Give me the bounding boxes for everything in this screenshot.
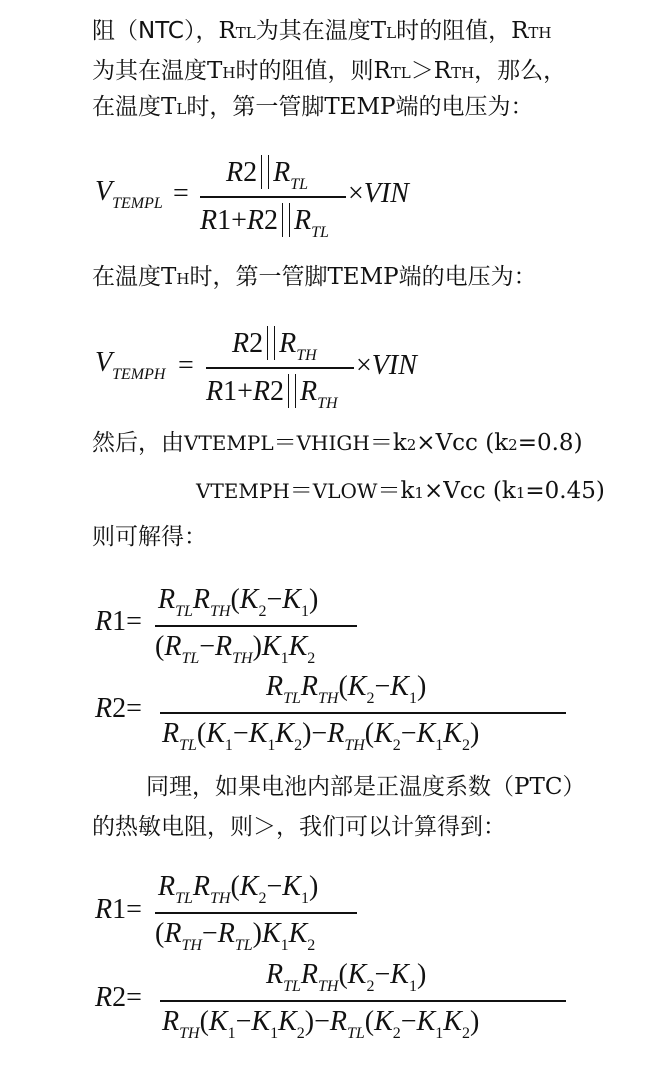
eq-times: ×VIN (356, 350, 417, 381)
fraction-bar (200, 196, 346, 198)
solve-line: 则可解得： (92, 524, 207, 550)
text: ＝ (273, 430, 297, 456)
fraction-bar (160, 712, 566, 714)
subscript: L (176, 100, 187, 118)
text: VTEMPL (184, 431, 274, 455)
text: ＝k (377, 478, 415, 504)
text: ＞R (410, 58, 452, 84)
eq-denominator: $(R_{TH}-R_{TL})K_1K_2$ (155, 918, 316, 954)
subscript: TH (451, 64, 475, 82)
intro-line-1 (92, 16, 552, 48)
eq-lhs: $V_{TEMPL}$ (95, 176, 163, 212)
subscript: TL (390, 64, 411, 82)
eq-denominator: $R_{TH}(K_1-K_1K_2)-R_{TL}(K_2-K_1K_2)$ (162, 1006, 480, 1042)
text: VHIGH (296, 431, 370, 455)
eq-denominator: $(R_{TL}-R_{TH})K_1K_2$ (155, 631, 316, 667)
text: =0.8) (517, 430, 583, 456)
fraction-bar (206, 367, 354, 369)
text: 然后，由 (92, 430, 184, 456)
eq-denominator: $R_{TL}(K_1-K_1K_2)-R_{TH}(K_2-K_1K_2)$ (162, 718, 480, 754)
text: 时的阻值，R (396, 18, 529, 44)
text: ×Vcc (k (416, 430, 509, 456)
ptc-line-2: 的热敏电阻，则＞，我们可以计算得到： (92, 814, 506, 840)
subscript: 1 (515, 484, 526, 502)
text: 为其在温度T (92, 58, 223, 84)
eq-numerator: R2 $R_{TH}$ (232, 328, 317, 364)
fraction-bar (155, 912, 357, 914)
text: =0.45) (525, 478, 605, 504)
text: 在温度T (92, 264, 177, 290)
text: ＝k (369, 430, 407, 456)
eq-numerator: $R_{TL}R_{TH}(K_2-K_1)$ (158, 584, 319, 620)
ptc-line-1: 同理，如果电池内部是正温度系数（PTC） (146, 774, 586, 800)
subscript: H (222, 64, 236, 82)
condition-line-2 (196, 476, 605, 508)
eq-lhs: $V_{TEMPH}$ (95, 347, 166, 383)
intro-line-3 (92, 92, 533, 124)
text: ），R (183, 18, 236, 44)
subscript: TH (528, 24, 552, 42)
eq-numerator: $R_{TL}R_{TH}(K_2-K_1)$ (266, 671, 427, 707)
fraction-bar (155, 625, 357, 627)
text: 时的阻值，则R (235, 58, 391, 84)
eq-equals: = (173, 178, 189, 209)
text: ×Vcc (k (423, 478, 516, 504)
subscript: H (176, 270, 190, 288)
subscript: 1 (414, 484, 424, 502)
subscript: 2 (406, 436, 417, 454)
eq-denominator: R1+R2 $R_{TH}$ (206, 376, 338, 412)
text: VTEMPH (196, 479, 290, 503)
subscript: L (386, 24, 397, 42)
eq-denominator: R1+R2 $R_{TL}$ (200, 205, 329, 241)
text: ，那么， (474, 58, 567, 84)
subscript: TL (235, 24, 256, 42)
text: 时，第一管脚TEMP端的电压为： (186, 94, 534, 120)
intro-line-2 (92, 56, 566, 88)
eq-numerator: $R_{TL}R_{TH}(K_2-K_1)$ (266, 959, 427, 995)
text: VLOW (312, 479, 378, 503)
mid-line (92, 262, 537, 294)
eq-lhs: R1= (95, 606, 142, 637)
eq-lhs: R2= (95, 982, 142, 1013)
text: 为其在温度T (255, 18, 387, 44)
eq-equals: = (178, 350, 194, 381)
eq-numerator: R2 $R_{TL}$ (226, 157, 309, 193)
subscript: 2 (508, 436, 518, 454)
condition-line-1 (92, 428, 583, 460)
eq-numerator: $R_{TL}R_{TH}(K_2-K_1)$ (158, 871, 319, 907)
text: 在温度T (92, 94, 177, 120)
text: ＝ (289, 478, 313, 504)
text-ntc: NTC (138, 18, 184, 44)
eq-lhs: R2= (95, 693, 142, 724)
fraction-bar (160, 1000, 566, 1002)
text: 阻（ (92, 18, 138, 44)
eq-lhs: R1= (95, 894, 142, 925)
text: 时，第一管脚TEMP端的电压为： (189, 264, 537, 290)
eq-times: ×VIN (348, 178, 409, 209)
